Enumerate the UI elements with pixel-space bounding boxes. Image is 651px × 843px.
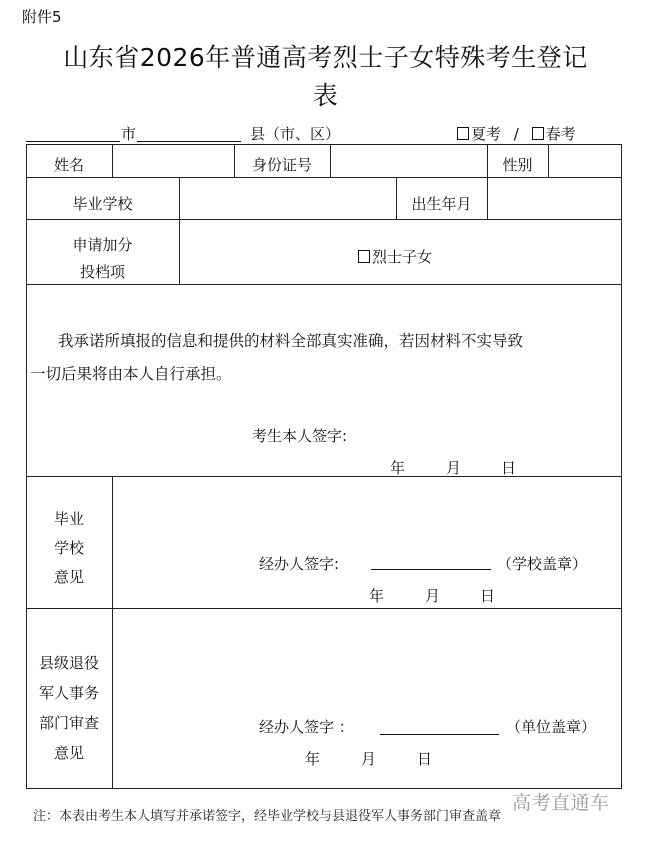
county-stamp: （单位盖章） [506,718,597,736]
attachment-label: 附件5 [22,8,62,26]
bonus-label-line1: 申请加分 [72,236,133,254]
school-day: 日 [480,587,496,605]
county-month: 月 [361,750,377,768]
county-blank[interactable] [137,141,241,142]
county-opinion-label [26,648,112,768]
name-field[interactable] [113,145,233,176]
pledge-year: 年 [390,459,406,477]
row-divider [26,219,622,220]
bonus-label-line2: 投档项 [79,263,125,281]
county-opinion-label-line: 意见 [53,744,84,762]
watermark: 高考直通车 [512,792,610,814]
city-blank[interactable] [26,141,120,142]
school-signature-label: 经办人签字: [259,555,340,573]
gender-label: 性别 [502,156,533,174]
col-divider [112,476,113,788]
spring-checkbox[interactable] [532,127,544,140]
bonus-label [26,232,179,286]
school-stamp: （学校盖章） [497,555,588,573]
school-opinion-label-line: 意见 [53,568,84,586]
martyr-child-checkbox[interactable] [358,250,370,263]
student-signature-label: 考生本人签字: [252,427,348,445]
birth-field[interactable] [488,178,621,218]
school-year: 年 [369,587,385,605]
table-right-border [621,144,622,788]
county-label: 县（市、区） [250,125,341,143]
id-label: 身份证号 [251,156,312,174]
form-title-line2: 表 [312,81,339,110]
school-field[interactable] [180,178,395,218]
pledge-day: 日 [501,459,517,477]
exam-separator: / [513,125,519,143]
county-opinion-label-line: 军人事务 [38,684,99,702]
county-signature-label: 经办人签字 ： [259,718,354,736]
pledge-line1: 我承诺所填报的信息和提供的材料全部真实准确，若因材料不实导致 [58,332,524,350]
school-opinion-label-line: 毕业 [53,510,84,528]
school-opinion-label [26,505,112,592]
summer-label: 夏考 [471,125,502,143]
footnote: 注：本表由考生本人填写并承诺签字，经毕业学校与县退役军人事务部门审查盖章 [33,809,502,824]
birth-label: 出生年月 [411,195,472,213]
name-label: 姓名 [53,156,84,174]
pledge-line2: 一切后果将由本人自行承担。 [30,365,232,383]
row-divider [26,608,622,609]
pledge-month: 月 [446,459,462,477]
school-opinion-label-line: 学校 [53,539,84,557]
spring-label: 春考 [545,125,576,143]
row-divider [26,476,622,477]
school-label: 毕业学校 [72,195,133,213]
summer-checkbox[interactable] [457,127,469,140]
county-year: 年 [305,750,321,768]
bonus-option-label: 烈士子女 [372,248,433,266]
city-suffix: 市 [121,125,137,143]
school-month: 月 [425,587,441,605]
county-opinion-label-line: 部门审查 [38,714,99,732]
form-title-line1: 山东省2026年普通高考烈士子女特殊考生登记 [63,43,588,72]
county-day: 日 [417,750,433,768]
county-opinion-label-line: 县级退役 [38,654,99,672]
id-field[interactable] [331,145,486,176]
school-signature-line[interactable] [371,569,491,570]
gender-field[interactable] [549,145,621,176]
county-signature-line[interactable] [380,734,499,735]
bonus-option [358,246,432,267]
exam-type-options [457,123,576,144]
